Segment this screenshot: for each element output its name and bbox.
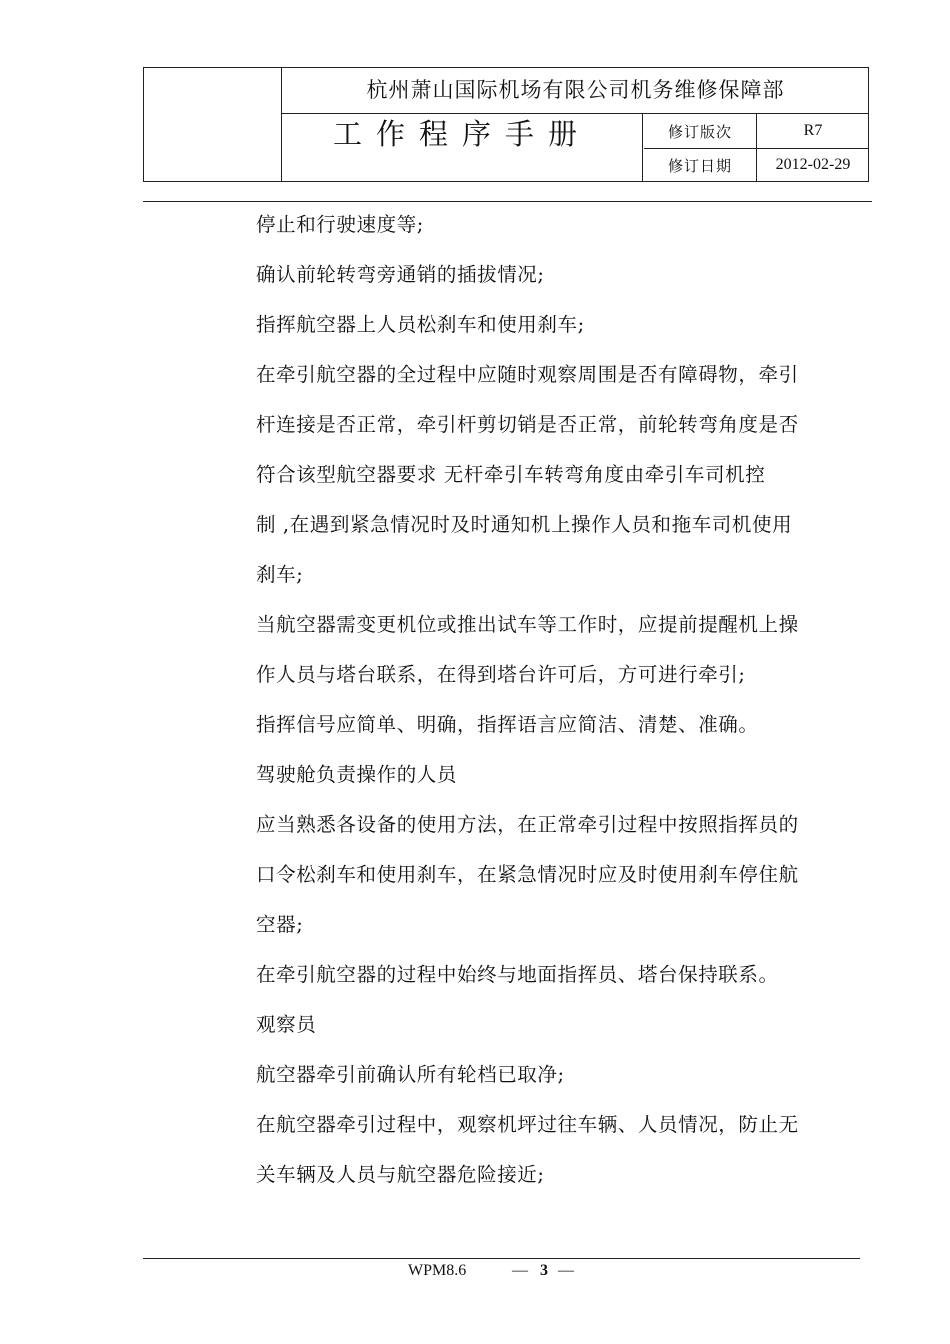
body-line: 指挥信号应简单、明确，指挥语言应简洁、清楚、准确。 — [256, 713, 759, 736]
body-text — [256, 200, 864, 1200]
revision-label: 修订版次 — [644, 114, 757, 148]
revision-value: R7 — [803, 122, 823, 139]
date-label: 修订日期 — [644, 149, 757, 181]
document-header-table — [143, 67, 869, 182]
date-value: 2012-02-29 — [775, 156, 851, 173]
manual-title: 工作程序手册 — [282, 114, 643, 181]
body-line: 航空器牵引前确认所有轮档已取净; — [256, 1063, 565, 1086]
company-name: 杭州萧山国际机场有限公司机务维修保障部 — [282, 68, 869, 114]
body-line: 当航空器需变更机位或推出试车等工作时，应提前提醒机上操 — [256, 613, 799, 636]
body-line: 驾驶舱负责操作的人员 — [256, 763, 458, 786]
dash-right: — — [558, 1262, 574, 1279]
body-line: 指挥航空器上人员松刹车和使用刹车; — [256, 313, 585, 336]
body-line: 应当熟悉各设备的使用方法，在正常牵引过程中按照指挥员的 — [256, 813, 799, 836]
body-line: 观察员 — [256, 1013, 317, 1036]
page-number: 3 — [540, 1262, 548, 1279]
body-line: 确认前轮转弯旁通销的插拔情况; — [256, 263, 545, 286]
body-line: 口令松刹车和使用刹车，在紧急情况时应及时使用刹车停住航 — [256, 863, 799, 886]
body-line: 作人员与塔台联系，在得到塔台许可后，方可进行牵引; — [256, 663, 746, 686]
date-row — [644, 149, 869, 181]
revision-row — [644, 114, 869, 149]
body-line: 在航空器牵引过程中，观察机坪过往车辆、人员情况，防止无 — [256, 1113, 799, 1136]
body-line: 刹车; — [256, 563, 304, 586]
body-line: 制 ,在遇到紧急情况时及时通知机上操作人员和拖车司机使用 — [256, 513, 793, 536]
dash-left: — — [512, 1262, 528, 1279]
body-line: 空器; — [256, 913, 304, 936]
body-line: 关车辆及人员与航空器危险接近; — [256, 1163, 545, 1186]
logo-cell — [144, 68, 282, 181]
body-line: 停止和行驶速度等; — [256, 213, 424, 236]
body-line: 杆连接是否正常，牵引杆剪切销是否正常，前轮转弯角度是否 — [256, 413, 799, 436]
body-line: 符合该型航空器要求 无杆牵引车转弯角度由牵引车司机控 — [256, 463, 766, 486]
doc-code: WPM8.6 — [408, 1262, 467, 1279]
body-line: 在牵引航空器的过程中始终与地面指挥员、塔台保持联系。 — [256, 963, 779, 986]
body-line: 在牵引航空器的全过程中应随时观察周围是否有障碍物，牵引 — [256, 363, 799, 386]
footer-divider — [143, 1258, 860, 1259]
